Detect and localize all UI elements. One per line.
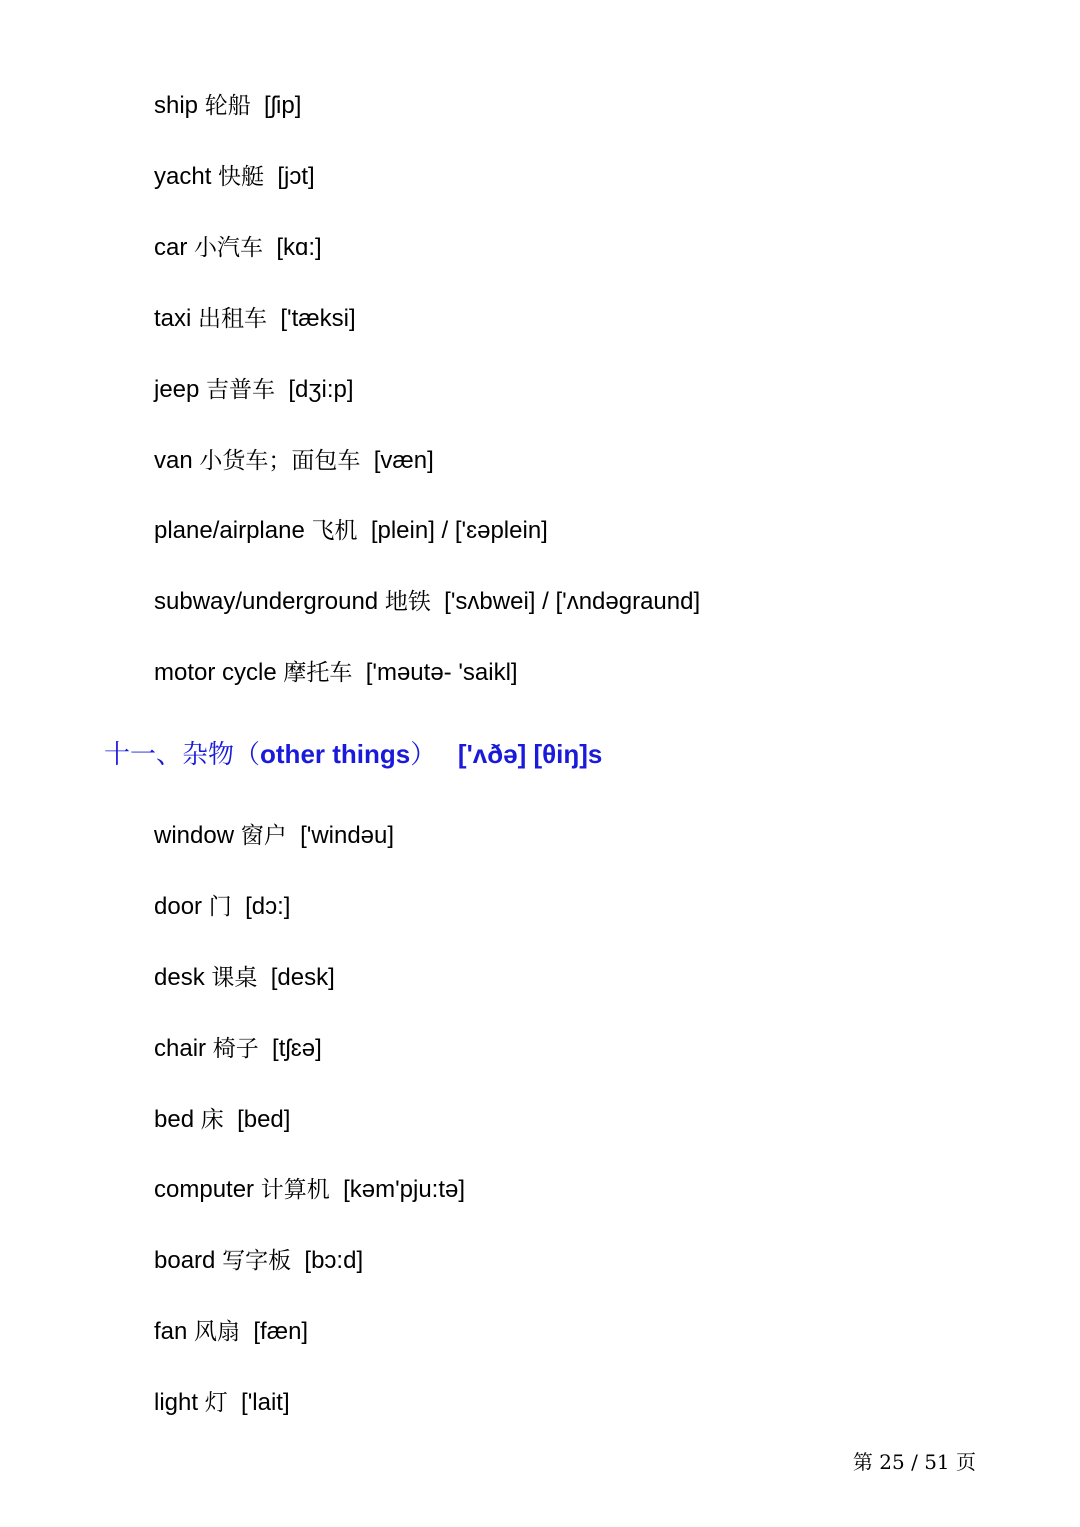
entry-phonetic: ['lait] bbox=[241, 1389, 290, 1416]
vocab-entry-bed bbox=[154, 1105, 290, 1135]
entry-phonetic: ['sʌbwei] / ['ʌndəɡraund] bbox=[444, 588, 701, 615]
entry-phonetic: [tʃɛə] bbox=[272, 1035, 322, 1062]
entry-chinese: 窗户 bbox=[240, 823, 287, 849]
vocab-entry-jeep bbox=[154, 375, 354, 405]
entry-english: jeep bbox=[154, 376, 200, 403]
entry-english: ship bbox=[154, 92, 199, 119]
entry-phonetic: [kɑ:] bbox=[276, 234, 322, 261]
entry-phonetic: [bɔ:d] bbox=[304, 1247, 364, 1274]
entry-english: door bbox=[154, 893, 203, 920]
vocab-entry-car bbox=[154, 233, 322, 263]
entry-phonetic: ['tæksi] bbox=[280, 305, 356, 332]
vocab-entry-subway bbox=[154, 587, 700, 617]
section-heading bbox=[104, 737, 602, 772]
vocab-entry-desk bbox=[154, 963, 335, 993]
entry-english: bed bbox=[154, 1106, 195, 1133]
entry-english: light bbox=[154, 1389, 199, 1416]
vocab-entry-van bbox=[154, 446, 434, 476]
current-page: 25 bbox=[879, 1450, 905, 1474]
vocab-entry-window bbox=[154, 821, 394, 851]
total-pages: 51 bbox=[924, 1450, 950, 1474]
entry-phonetic: [plein] / ['ɛəplein] bbox=[370, 517, 548, 544]
entry-chinese: 计算机 bbox=[260, 1177, 330, 1203]
entry-phonetic: [ʃip] bbox=[264, 92, 302, 119]
entry-chinese: 灯 bbox=[204, 1390, 228, 1416]
entry-english: car bbox=[154, 234, 188, 261]
entry-chinese: 地铁 bbox=[384, 589, 431, 615]
entry-phonetic: [dʒi:p] bbox=[288, 376, 354, 403]
entry-english: yacht bbox=[154, 163, 212, 190]
vocab-entry-taxi bbox=[154, 304, 356, 334]
entry-chinese: 门 bbox=[208, 894, 232, 920]
entry-english: motor cycle bbox=[154, 659, 277, 686]
vocab-entry-chair bbox=[154, 1034, 322, 1064]
vocab-entry-light bbox=[154, 1388, 290, 1418]
entry-chinese: 吉普车 bbox=[206, 377, 276, 403]
entry-phonetic: [væn] bbox=[373, 447, 434, 474]
heading-number: 十一、杂物（ bbox=[104, 740, 261, 770]
footer-suffix: 页 bbox=[956, 1450, 976, 1474]
entry-chinese: 写字板 bbox=[222, 1248, 292, 1274]
vocab-entry-plane bbox=[154, 516, 548, 546]
entry-phonetic: [desk] bbox=[270, 964, 335, 991]
entry-phonetic: ['məutə- 'saikl] bbox=[365, 659, 518, 686]
entry-english: taxi bbox=[154, 305, 192, 332]
entry-english: chair bbox=[154, 1035, 207, 1062]
entry-phonetic: [dɔ:] bbox=[245, 893, 291, 920]
entry-english: fan bbox=[154, 1318, 188, 1345]
vocab-entry-door bbox=[154, 892, 290, 922]
entry-chinese: 床 bbox=[200, 1107, 224, 1133]
heading-title: other things bbox=[260, 739, 411, 769]
entry-chinese: 小货车；面包车 bbox=[199, 448, 361, 474]
entry-english: van bbox=[154, 447, 193, 474]
entry-english: subway/underground bbox=[154, 588, 379, 615]
entry-english: desk bbox=[154, 964, 205, 991]
heading-phonetic: ['ʌðə] [θiŋ]s bbox=[457, 739, 603, 769]
entry-chinese: 出租车 bbox=[198, 306, 268, 332]
entry-chinese: 摩托车 bbox=[283, 660, 353, 686]
page-number-footer bbox=[853, 1448, 976, 1476]
entry-english: board bbox=[154, 1247, 216, 1274]
footer-separator: / bbox=[911, 1450, 918, 1474]
vocab-entry-computer bbox=[154, 1175, 465, 1205]
entry-chinese: 飞机 bbox=[311, 518, 358, 544]
vocab-entry-yacht bbox=[154, 162, 315, 192]
entry-phonetic: ['windəu] bbox=[300, 822, 395, 849]
entry-english: computer bbox=[154, 1176, 255, 1203]
entry-phonetic: [fæn] bbox=[253, 1318, 309, 1345]
entry-chinese: 快艇 bbox=[218, 164, 265, 190]
vocab-entry-motorcycle bbox=[154, 658, 518, 688]
entry-english: window bbox=[154, 822, 235, 849]
entry-chinese: 小汽车 bbox=[194, 235, 264, 261]
vocab-entry-ship bbox=[154, 91, 301, 121]
entry-phonetic: [jɔt] bbox=[277, 163, 315, 190]
entry-english: plane/airplane bbox=[154, 517, 305, 544]
entry-chinese: 椅子 bbox=[212, 1036, 259, 1062]
entry-phonetic: [kəm'pju:tə] bbox=[343, 1176, 466, 1203]
entry-chinese: 风扇 bbox=[194, 1319, 241, 1345]
entry-phonetic: [bed] bbox=[237, 1106, 291, 1133]
vocab-entry-board bbox=[154, 1246, 363, 1276]
heading-close-paren: ） bbox=[410, 740, 437, 770]
vocab-entry-fan bbox=[154, 1317, 308, 1347]
entry-chinese: 轮船 bbox=[204, 93, 251, 119]
entry-chinese: 课桌 bbox=[211, 965, 258, 991]
footer-prefix: 第 bbox=[852, 1450, 873, 1474]
